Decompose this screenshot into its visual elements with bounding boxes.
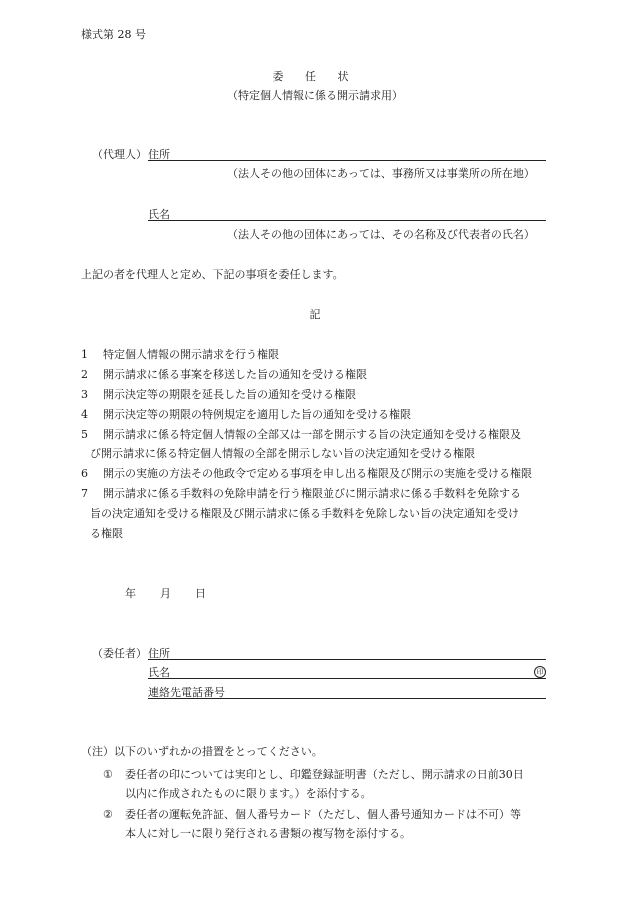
agent-name-note: （法人その他の団体にあっては、その名称及び代表者の氏名） <box>227 228 535 241</box>
date-day-label: 日 <box>195 587 206 600</box>
list-item-number: 1 <box>81 348 88 361</box>
list-item-number: 7 <box>81 487 88 500</box>
principal-name-label: 氏名 <box>148 666 170 679</box>
list-item-number: 2 <box>81 368 88 381</box>
list-item: 開示請求に係る事案を移送した旨の通知を受ける権限 <box>103 368 367 381</box>
note-intro: 以下のいずれかの措置をとってください。 <box>114 745 323 758</box>
date-month-label: 月 <box>160 587 171 600</box>
ki-heading: 記 <box>309 308 321 321</box>
agent-address-label: 住所 <box>148 148 170 161</box>
note-item-mark: ① <box>103 768 113 781</box>
principal-name-line[interactable] <box>148 678 546 679</box>
note-item: 委任者の運転免許証、個人番号カード（ただし、個人番号通知カードは不可）等 <box>125 808 521 821</box>
list-item-number: 3 <box>81 388 88 401</box>
list-item: 開示の実施の方法その他政令で定める事項を申し出る権限及び開示の実施を受ける権限 <box>103 467 532 480</box>
intro-text: 上記の者を代理人と定め、下記の事項を委任します。 <box>81 268 344 281</box>
note-item-continuation: 本人に対し一に限り発行される書類の複写物を添付する。 <box>125 827 411 840</box>
agent-name-line[interactable] <box>148 220 546 221</box>
note-item-mark: ② <box>103 808 113 821</box>
list-item: 特定個人情報の開示請求を行う権限 <box>103 348 279 361</box>
list-item-number: 5 <box>81 428 88 441</box>
seal-mark: 印 <box>534 666 546 678</box>
agent-role-label: （代理人） <box>92 148 147 161</box>
form-number: 様式第 28 号 <box>81 28 146 41</box>
document-title: 委 任 状 <box>272 70 358 83</box>
list-item-number: 4 <box>81 408 88 421</box>
document-subtitle: （特定個人情報に係る開示請求用） <box>227 89 403 102</box>
list-item-continuation: る権限 <box>90 527 123 540</box>
principal-role-label: （委任者） <box>92 647 147 660</box>
list-item: 開示請求に係る手数料の免除申請を行う権限並びに開示請求に係る手数料を免除する <box>103 487 521 500</box>
list-item-number: 6 <box>81 467 88 480</box>
list-item: 開示決定等の期限の特例規定を適用した旨の通知を受ける権限 <box>103 408 411 421</box>
date-year-label: 年 <box>125 587 136 600</box>
principal-phone-label: 連絡先電話番号 <box>148 686 225 699</box>
agent-address-line[interactable] <box>148 160 546 161</box>
list-item-continuation: び開示請求に係る特定個人情報の全部を開示しない旨の決定通知を受ける権限 <box>90 447 475 460</box>
list-item: 開示請求に係る特定個人情報の全部又は一部を開示する旨の決定通知を受ける権限及 <box>103 428 521 441</box>
note-label: （注） <box>81 745 114 758</box>
agent-name-label: 氏名 <box>148 208 170 221</box>
list-item: 開示決定等の期限を延長した旨の通知を受ける権限 <box>103 388 356 401</box>
note-item-continuation: 以内に作成されたものに限ります。）を添付する。 <box>125 787 372 800</box>
principal-phone-line[interactable] <box>148 698 546 699</box>
principal-address-line[interactable] <box>148 659 546 660</box>
note-item: 委任者の印については実印とし、印鑑登録証明書（ただし、開示請求の日前30日 <box>125 768 524 781</box>
principal-address-label: 住所 <box>148 647 170 660</box>
agent-address-note: （法人その他の団体にあっては、事務所又は事業所の所在地） <box>227 167 535 180</box>
list-item-continuation: 旨の決定通知を受ける権限及び開示請求に係る手数料を免除しない旨の決定通知を受け <box>90 507 519 520</box>
